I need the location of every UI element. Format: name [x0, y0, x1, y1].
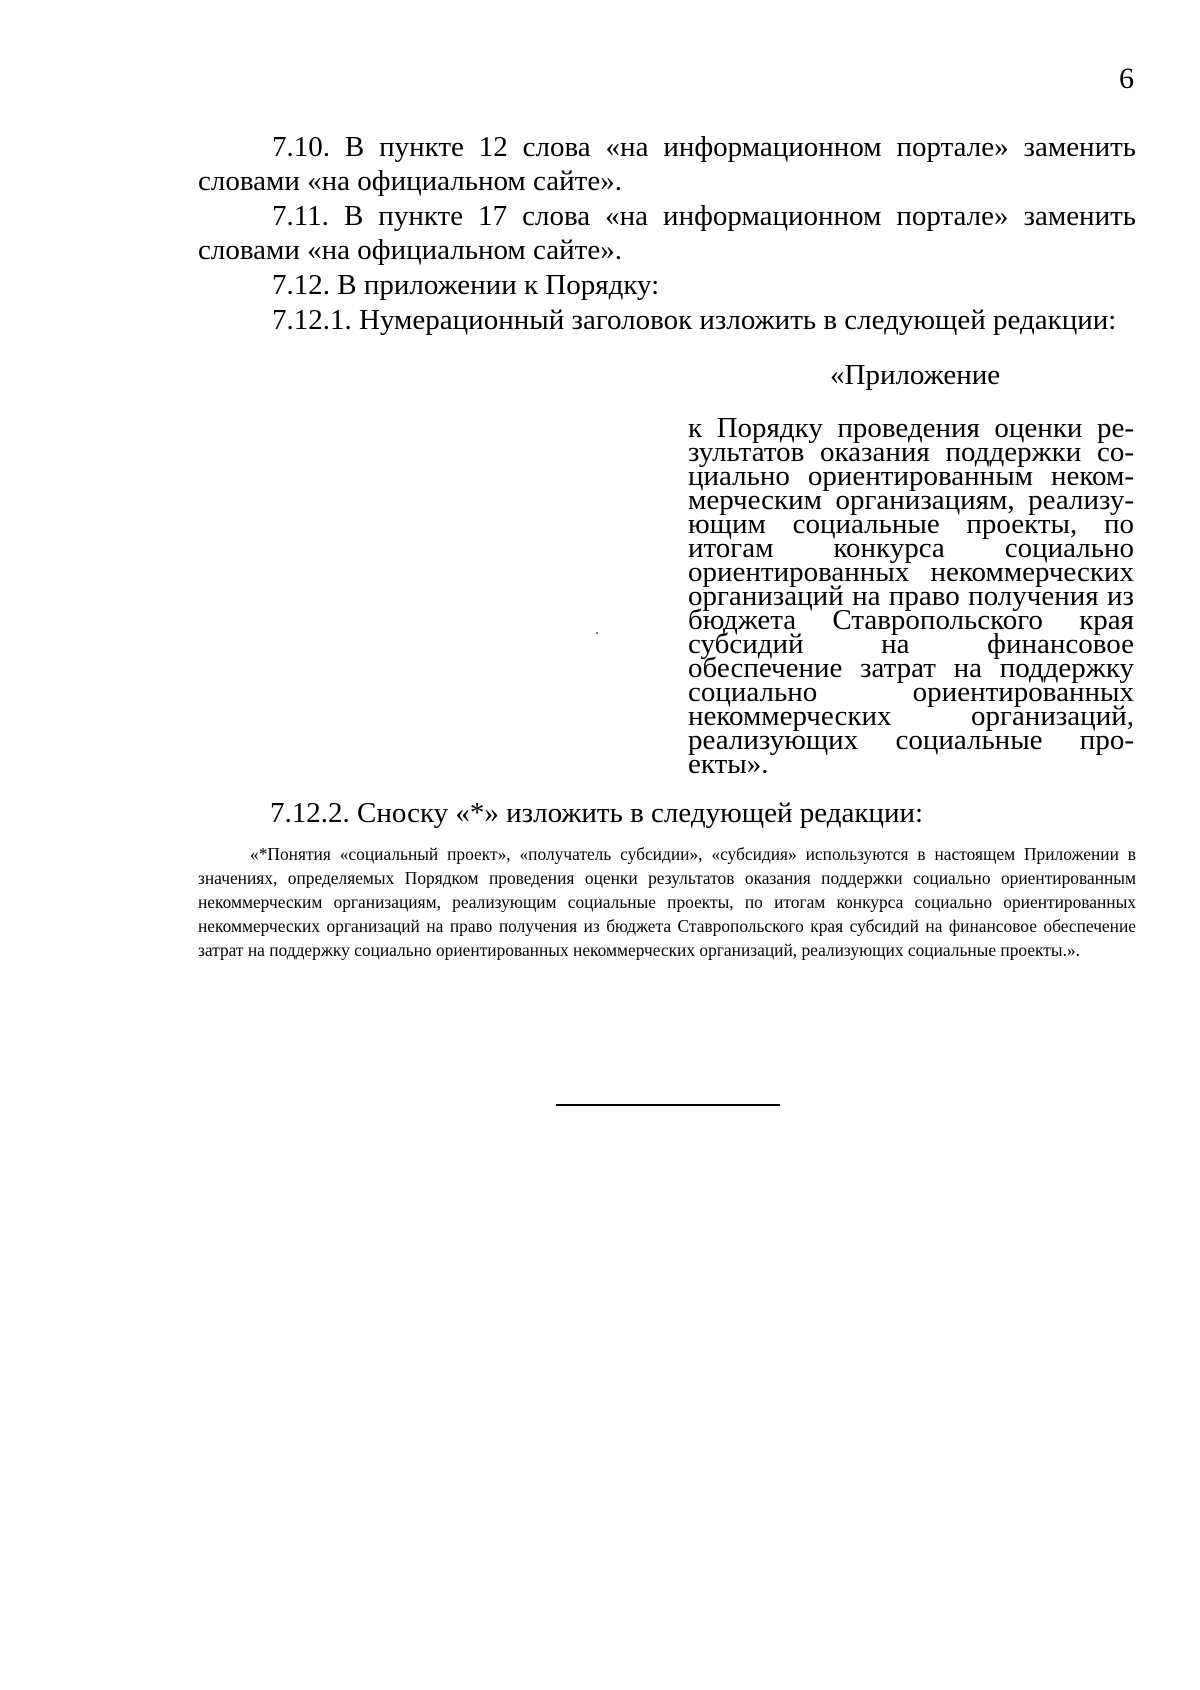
paragraph-7-12-2: 7.12.2. Сноску «*» изложить в следующей редакции: — [270, 797, 924, 829]
page-number: 6 — [1119, 62, 1134, 95]
paragraph-7-11: 7.11. В пункте 17 слова «на информационном портале» заменить словами «на официальном сайте». — [198, 200, 1136, 266]
appendix-title: «Приложение — [830, 359, 1001, 391]
footnote-text: «*Понятия «социальный проект», «получатель субсидии», «субсидия» используются в настоящем Приложении в значениях, определяемых Порядком проведения оценки результатов оказания поддержки социально ориентированным некоммерческим организациям, реализующим социальные проекты, по итогам конкурса социально ориентированных некоммерческих организаций на право получения из бюджета Ставропольского края субсидий на финансовое обеспечение затрат на поддержку социально ориентированных некоммерческих организаций, реализующих социальные проекты.». — [198, 844, 1136, 960]
paragraph-7-12-1: 7.12.1. Нумерационный заголовок изложить в следующей редакции: — [272, 304, 1117, 336]
appendix-body: к Порядку проведения оценки результатов оказания поддержки социально ориентированным некоммерческим организациям, реализующим социальные проекты, по итогам конкурса социально ориентированных некоммерческих организаций на право получения из бюджета Ставропольского края субсидий на финансовое обеспечение затрат на поддержку социально ориентированных некоммерческих организаций, реализующих социальные проекты». — [688, 412, 1134, 780]
end-rule-divider — [556, 1104, 780, 1106]
paragraph-7-10: 7.10. В пункте 12 слова «на информационном портале» заменить словами «на официальном сайте». — [198, 131, 1136, 197]
paragraph-7-12: 7.12. В приложении к Порядку: — [272, 269, 660, 301]
amendment-paragraphs — [198, 130, 1136, 337]
scan-speck — [596, 632, 598, 634]
